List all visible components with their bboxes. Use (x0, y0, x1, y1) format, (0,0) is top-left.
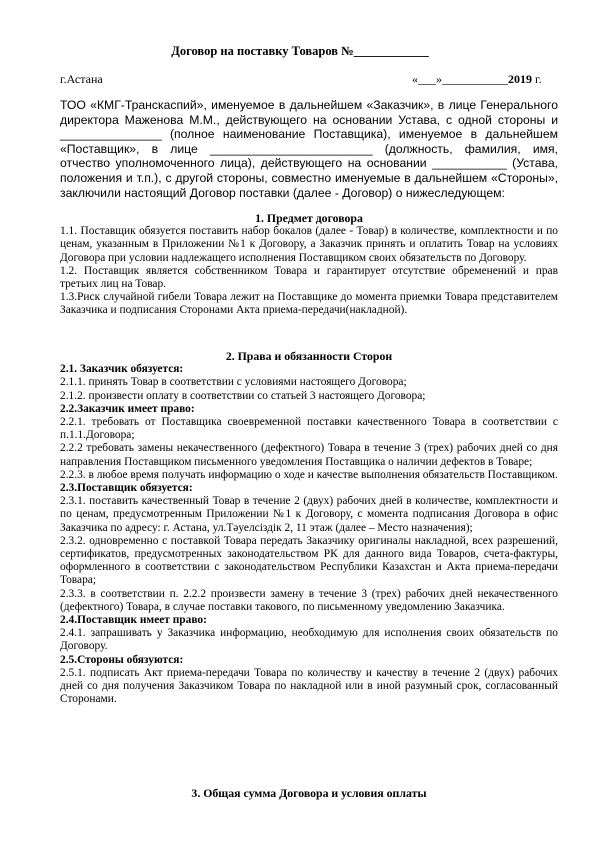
clause-1-3: 1.3.Риск случайной гибели Товара лежит на Поставщике до момента приемки Товара представителем Заказчика и подписания Сторонами Акта приема-передачи(накладной). (60, 291, 558, 317)
clause-2-2-3: 2.2.3. в любое время получать информацию о ходе и качестве выполнения обязательств Поставщиком. (60, 468, 558, 481)
subsection-title: 2.3.Поставщик обязуется: (60, 482, 193, 495)
section-rights (60, 350, 558, 706)
section-heading: 2. Права и обязанности Сторон (225, 349, 393, 363)
clause-2-3-3: 2.3.3. в соответствии п. 2.2.2 произвести замену в течение 3 (трех) рабочих дней некачественного (дефектного) Товара, в случае поставки такового, по письменному уведомлению Заказчика. (60, 587, 558, 613)
document-title: Договор на поставку Товаров №____________ (171, 44, 429, 58)
clause-2-3-1: 2.3.1. поставить качественный Товар в течение 2 (двух) рабочих дней в количестве, комплектности и по ценам, предусмотренным Приложении №1 к Договору, с момента подписания Договора в офис Заказчика по адресу: г. Астана, ул.Тәуелсіздік 2, 11 этаж (далее – Место назначения); (60, 495, 558, 534)
clause-2-1-1: 2.1.1. принять Товар в соответствии с условиями настоящего Договора; (60, 376, 407, 389)
section-subject (60, 212, 558, 318)
section-heading: 3. Общая сумма Договора и условия оплаты (191, 786, 427, 800)
clause-2-3-2: 2.3.2. одновременно с поставкой Товара передать Заказчику оригиналы накладной, всех разрешений, сертификатов, предусмотренных законодательством РК для данного вида Товаров, счета-фактуры, оформленного в соответствии с законодательством Республики Казахстан и Акта приема-передачи Товара; (60, 534, 558, 587)
subsection-title: 2.4.Поставщик имеет право: (60, 614, 207, 627)
date-line (412, 72, 542, 87)
subsection-title: 2.1. Заказчик обязуется: (60, 363, 184, 376)
clause-1-1: 1.1. Поставщик обязуется поставить набор бокалов (далее - Товар) в количестве, комплектности и по ценам, указанным в Приложении №1 к Договору, а Заказчик принять и оплатить Товар на условиях Договора при условии надлежащего исполнения Поставщиком своих обязательств по Договору. (60, 225, 558, 264)
preamble-paragraph: ТОО «КМГ-Транскаспий», именуемое в дальнейшем «Заказчик», в лице Генерального директора Маженова М.М., действующего на основании Устава, с одной стороны и _______________ (полное наименование Поставщика), именуемое в дальнейшем «Поставщик», в лице ________________________ (должность, фамилия, имя, отчество уполномоченного лица), действующего на основании ___________ (Устава, положения и т.п.), с другой стороны, совместно именуемые в дальнейшем «Стороны», заключили настоящий Договор поставки (далее - Договор) о нижеследующем: (60, 98, 558, 200)
subsection-title: 2.2.Заказчик имеет право: (60, 402, 195, 415)
clause-2-1-2: 2.1.2. произвести оплату в соответствии со статьей 3 настоящего Договора; (60, 389, 426, 402)
city-label: г.Астана (60, 72, 103, 86)
section-heading: 1. Предмет договора (255, 211, 363, 225)
subsection-title: 2.5.Стороны обязуются: (60, 653, 184, 666)
clause-2-2-1: 2.2.1. требовать от Поставщика своевременной поставки качественного Товара в соответствии с п.1.1.Договора; (60, 416, 558, 442)
date-year: 2019 (508, 72, 532, 86)
clause-2-4-1: 2.4.1. запрашивать у Заказчика информацию, необходимую для исполнения своих обязательств по Договору. (60, 627, 558, 653)
date-prefix: «___»___________ (412, 72, 508, 86)
clause-2-2-2: 2.2.2 требовать замены некачественного (дефектного) Товара в течение 3 (трех) рабочих дней со дня направления Поставщиком письменного уведомления Поставщика о наличии дефектов в Товаре; (60, 442, 558, 468)
clause-1-2: 1.2. Поставщик является собственником Товара и гарантирует отсутствие обременений и прав третьих лиц на Товар. (60, 264, 558, 291)
date-suffix: г. (532, 72, 542, 86)
clause-2-5-1: 2.5.1. подписать Акт приема-передачи Товара по количеству и качеству в течение 2 (двух) рабочих дней со дня получения Заказчиком Товара по накладной или в иной разумный срок, согласованный Сторонами. (60, 666, 558, 706)
section-payment (60, 787, 558, 800)
